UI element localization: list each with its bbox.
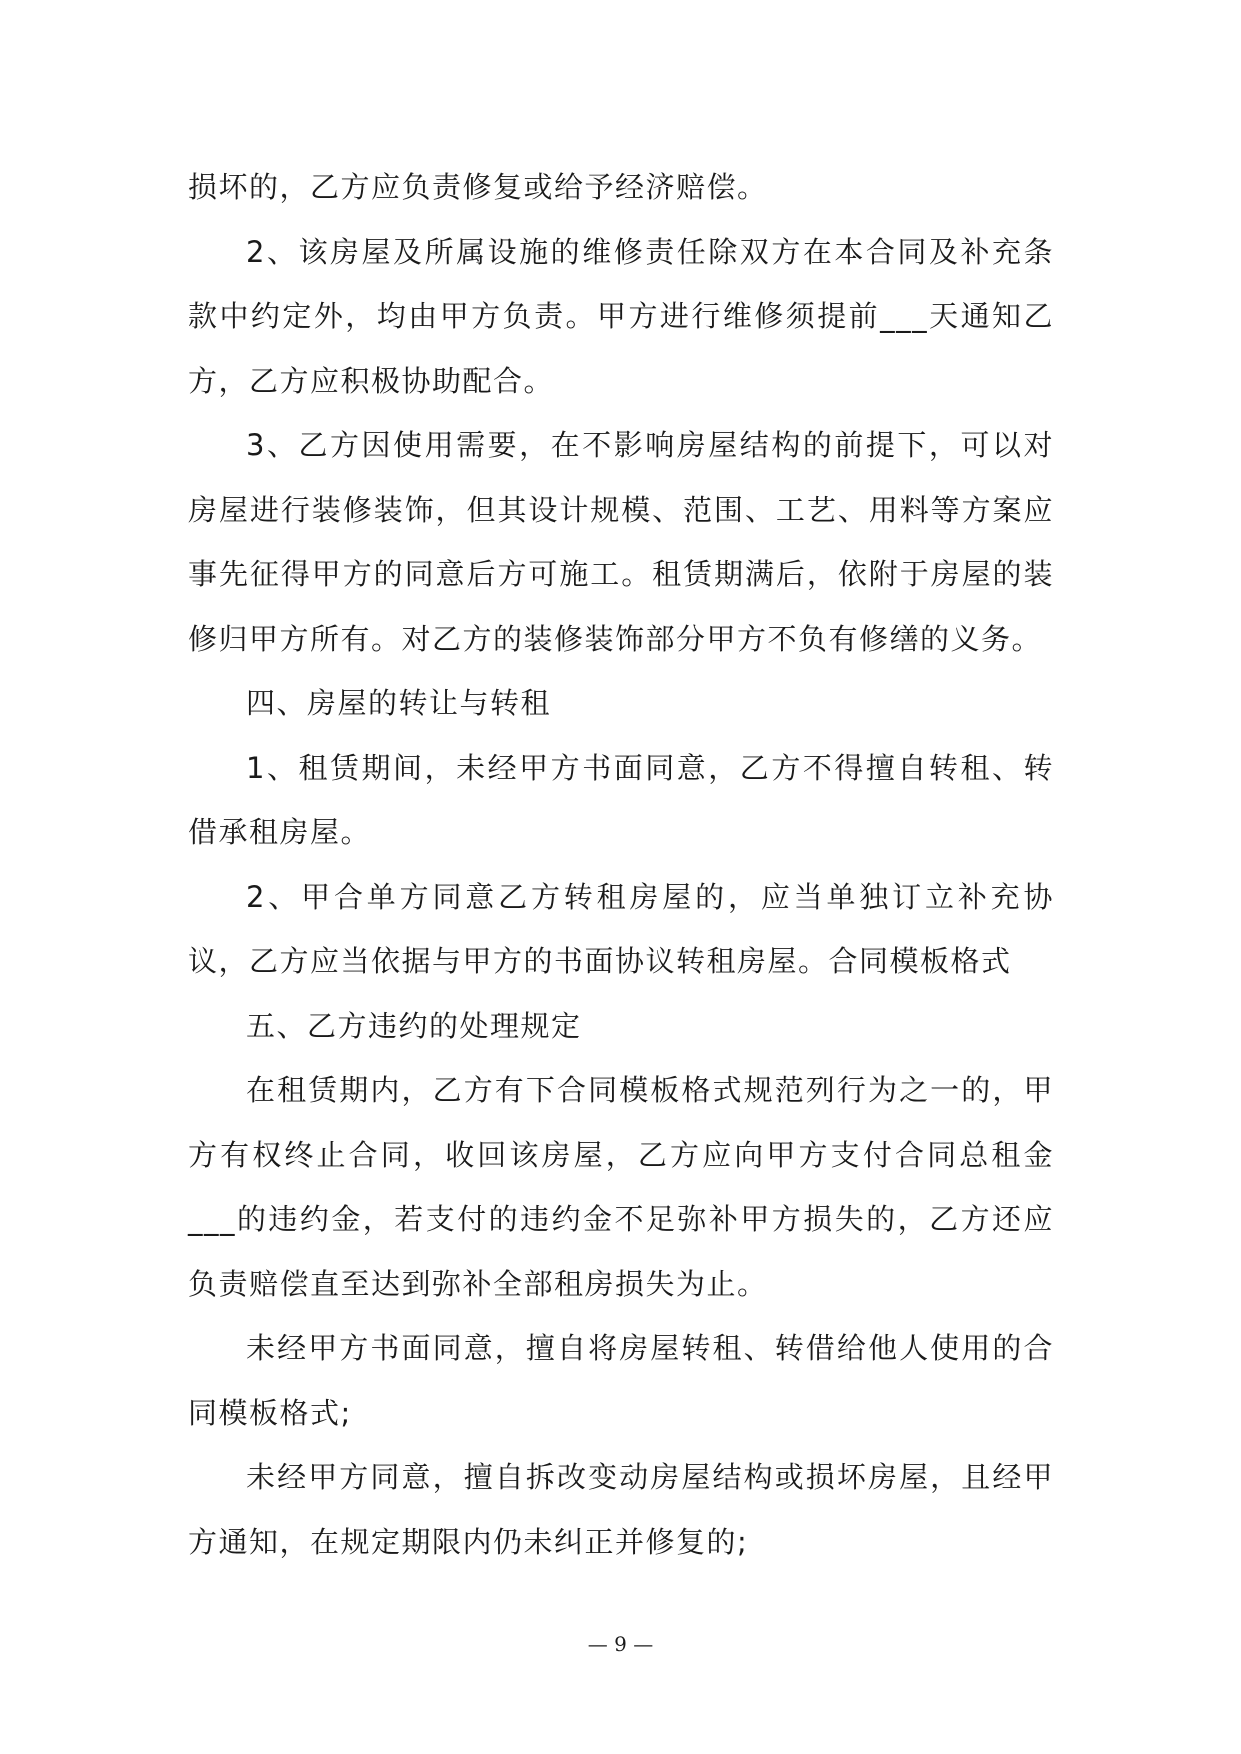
- paragraph-no-sublease: 1、租赁期间，未经甲方书面同意，乙方不得擅自转租、转借承租房屋。: [188, 750, 1054, 849]
- paragraph-damage-compensation: 损坏的，乙方应负责修复或给予经济赔偿。: [188, 170, 768, 204]
- page-number: — 9 —: [587, 1632, 654, 1656]
- paragraph-sublease-agreement: 2、甲合单方同意乙方转租房屋的，应当单独订立补充协议，乙方应当依据与甲方的书面协议转租房屋。合同模板格式: [188, 879, 1054, 978]
- section-heading-transfer-sublease: 四、房屋的转让与转租: [246, 686, 552, 720]
- section-heading-breach: 五、乙方违约的处理规定: [246, 1008, 582, 1043]
- paragraph-maintenance-responsibility: 2、该房屋及所属设施的维修责任除双方在本合同及补充条款中约定外，均由甲方负责。甲方进行维修须提前___天通知乙方，乙方应积极协助配合。: [188, 234, 1054, 398]
- paragraph-breach-item-alteration: 未经甲方同意，擅自拆改变动房屋结构或损坏房屋，且经甲方通知，在规定期限内仍未纠正并修复的;: [188, 1460, 1054, 1559]
- paragraph-renovation: 3、乙方因使用需要，在不影响房屋结构的前提下，可以对房屋进行装修装饰，但其设计规模、范围、工艺、用料等方案应事先征得甲方的同意后方可施工。租赁期满后，依附于房屋的装修归甲方所有。对乙方的装修装饰部分甲方不负有修缮的义务。: [188, 428, 1054, 656]
- paragraph-breach-penalty: 在租赁期内，乙方有下合同模板格式规范列行为之一的，甲方有权终止合同，收回该房屋，乙方应向甲方支付合同总租金___的违约金，若支付的违约金不足弥补甲方损失的，乙方还应负责赔偿直至达到弥补全部租房损失为止。: [188, 1073, 1054, 1301]
- paragraph-breach-item-sublease: 未经甲方书面同意，擅自将房屋转租、转借给他人使用的合同模板格式;: [188, 1331, 1054, 1430]
- contract-body: [188, 155, 1054, 1574]
